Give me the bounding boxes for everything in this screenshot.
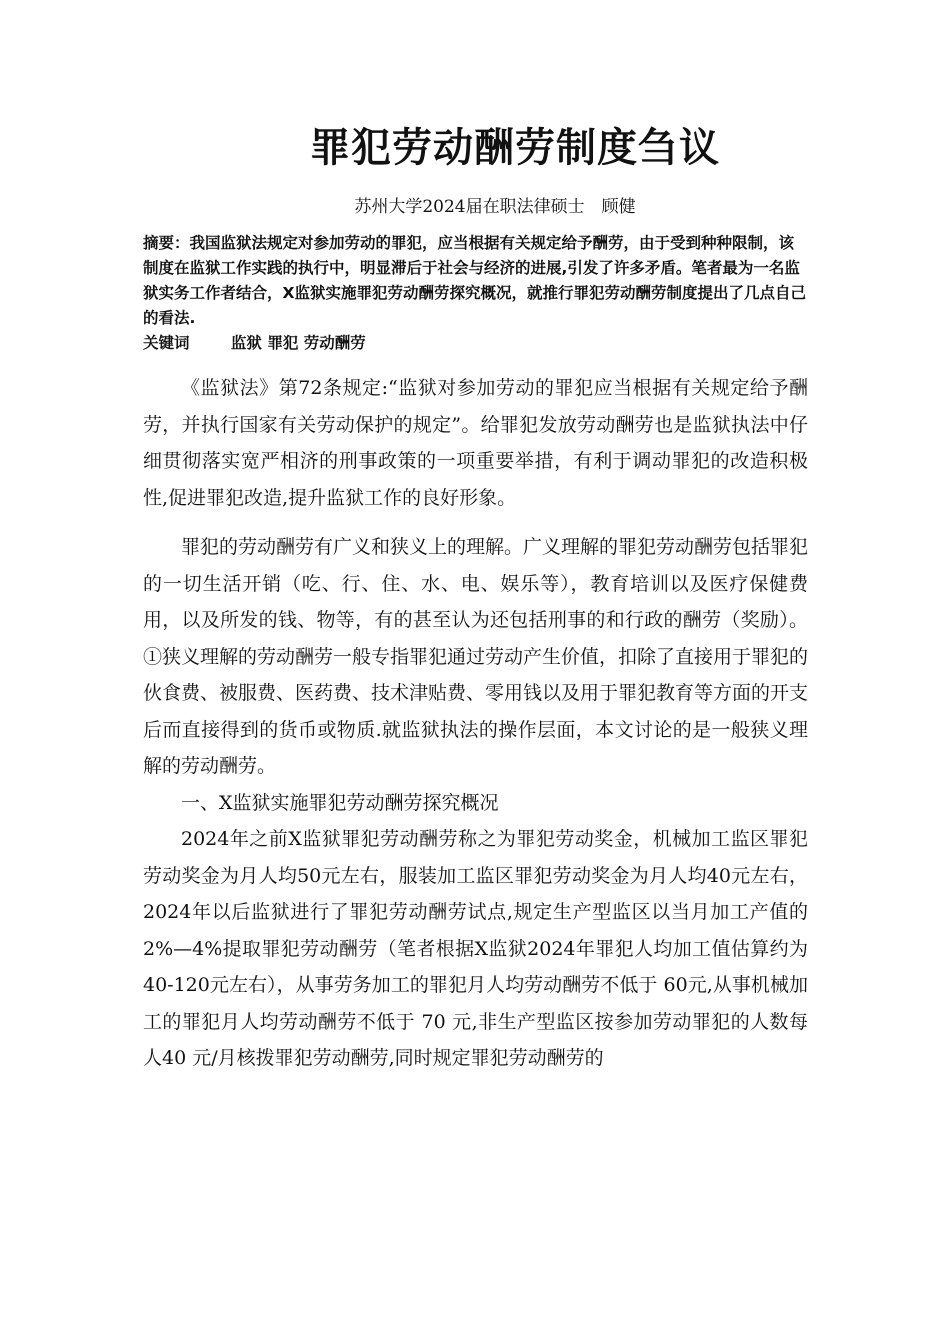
- paragraph: 罪犯的劳动酬劳有广义和狭义上的理解。广义理解的罪犯劳动酬劳包括罪犯的一切生活开销（吃、行、住、水、电、娱乐等），教育培训以及医疗保健费用，以及所发的钱、物等，有的甚至认为还包括刑事的和行政的酬劳（奖励）。①狭义理解的劳动酬劳一般专指罪犯通过劳动产生价值，扣除了直接用于罪犯的伙食费、被服费、医药费、技术津贴费、零用钱以及用于罪犯教育等方面的开支后而直接得到的货币或物质.就监狱执法的操作层面，本文讨论的是一般狭义理解的劳动酬劳。: [143, 536, 809, 777]
- keywords-line: [143, 331, 808, 356]
- keywords-value: 监狱 罪犯 劳动酬劳: [230, 334, 366, 352]
- section-heading: 一、X监狱实施罪犯劳动酬劳探究概况: [181, 791, 499, 814]
- paragraph: 2024年之前X监狱罪犯劳动酬劳称之为罪犯劳动奖金，机械加工监区罪犯劳动奖金为月人均50元左右，服装加工监区罪犯劳动奖金为月人均40元左右，2024年以后监狱进行了罪犯劳动酬劳试点,规定生产型监区以当月加工产值的 2%—4%提取罪犯劳动酬劳（笔者根据X监狱2024年罪犯人均加工值估算约为40-120元左右），从事劳务加工的罪犯月人均劳动酬劳不低于 60元,从事机械加工的罪犯月人均劳动酬劳不低于 70 元,非生产型监区按参加劳动罪犯的人数每人40 元/月核拨罪犯劳动酬劳,同时规定罪犯劳动酬劳的: [143, 828, 808, 1069]
- keywords-label: 关键词: [143, 334, 190, 352]
- abstract-text: 摘要：我国监狱法规定对参加劳动的罪犯，应当根据有关规定给予酬劳，由于受到种种限制，该制度在监狱工作实践的执行中，明显滞后于社会与经济的进展,引发了许多矛盾。笔者最为一名监狱实务工作者结合，X监狱实施罪犯劳动酬劳探究概况，就推行罪犯劳动酬劳制度提出了几点自己的看法.: [143, 234, 806, 327]
- paragraph: 《监狱法》第72条规定:“监狱对参加劳动的罪犯应当根据有关规定给予酬劳，并执行国家有关劳动保护的规定”。给罪犯发放劳动酬劳也是监狱执法中仔细贯彻落实宽严相济的刑事政策的一项重要举措，有利于调动罪犯的改造积极性,促进罪犯改造,提升监狱工作的良好形象。: [143, 377, 808, 509]
- author-line: 苏州大学2024届在职法律硕士 顾健: [354, 197, 636, 217]
- body-text: [143, 370, 808, 1077]
- abstract-block: [143, 231, 808, 356]
- document-title: 罪犯劳动酬劳制度刍议: [310, 124, 720, 171]
